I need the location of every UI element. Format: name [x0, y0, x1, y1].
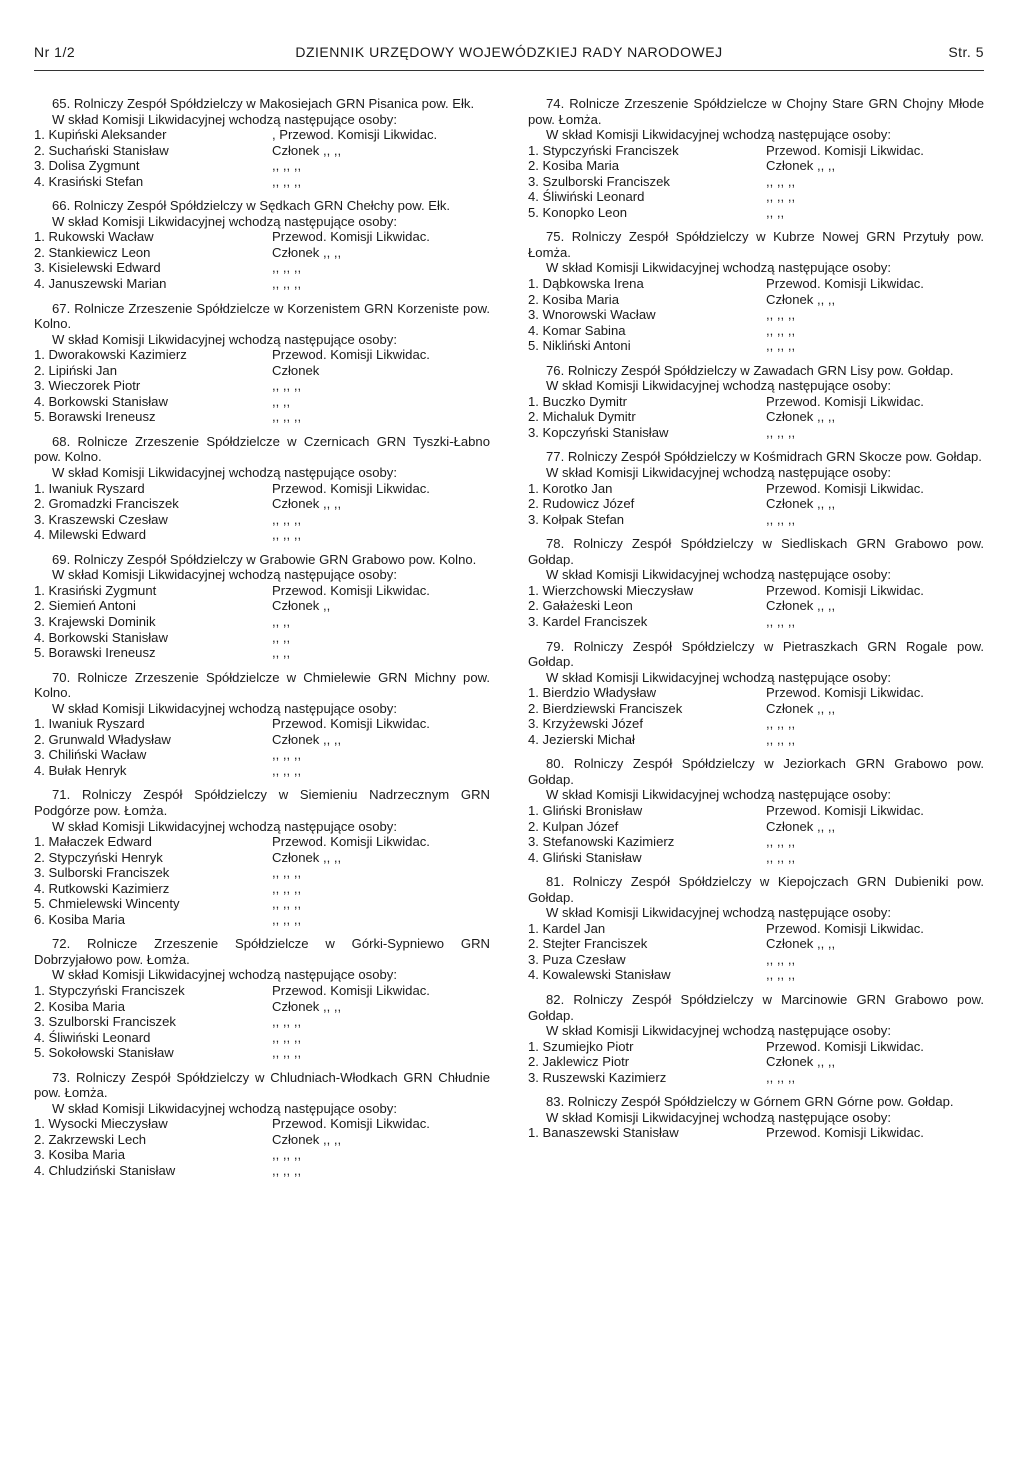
member-row — [34, 1045, 490, 1061]
entry-section — [34, 301, 490, 425]
member-name: 2. Stypczyński Henryk — [34, 849, 163, 865]
member-row — [528, 143, 984, 159]
member-row — [34, 1030, 490, 1046]
member-row — [528, 158, 984, 174]
entry-intro: W skład Komisji Likwidacyjnej wchodzą następujące osoby: — [546, 260, 891, 276]
entry-section — [34, 670, 490, 779]
entry-section — [34, 198, 490, 291]
member-name: 3. Puza Czesław — [528, 951, 626, 967]
member-name: 4. Kowalewski Stanisław — [528, 967, 671, 983]
member-row — [34, 1147, 490, 1163]
entry-section — [528, 363, 984, 441]
member-name: 1. Stypczyński Franciszek — [528, 142, 679, 158]
member-function: Przewod. Komisji Likwidac. — [766, 802, 924, 818]
member-name: 2. Grunwald Władysław — [34, 731, 171, 747]
member-row — [34, 763, 490, 779]
member-name: 2. Jaklewicz Piotr — [528, 1054, 630, 1070]
member-name: 5. Nikliński Antoni — [528, 338, 631, 354]
entry-section — [528, 536, 984, 629]
member-row — [34, 1014, 490, 1030]
member-name: 1. Iwaniuk Ryszard — [34, 480, 145, 496]
member-function: Przewod. Komisji Likwidac. — [272, 1116, 430, 1132]
member-row — [34, 732, 490, 748]
member-name: 3. Kardel Franciszek — [528, 613, 648, 629]
member-function: Członek ,, ,, — [272, 244, 342, 260]
member-function: ,, ,, ,, — [766, 338, 796, 354]
member-row — [528, 967, 984, 983]
member-function: Przewod. Komisji Likwidac. — [766, 685, 924, 701]
member-row — [34, 276, 490, 292]
entry-section — [34, 552, 490, 661]
member-function: ,, ,, ,, — [766, 834, 796, 850]
entry-title: 83. Rolniczy Zespół Spółdzielczy w Górnem GRN Górne pow. Gołdap. — [546, 1094, 954, 1110]
member-name: 1. Stypczyński Franciszek — [34, 982, 185, 998]
member-name: 4. Gliński Stanisław — [528, 849, 642, 865]
entry-title: 69. Rolniczy Zespół Spółdzielczy w Grabowie GRN Grabowo pow. Kolno. — [52, 551, 477, 567]
member-function: ,, ,, ,, — [272, 527, 302, 543]
member-name: 2. Bierdziewski Franciszek — [528, 700, 683, 716]
member-function: Członek ,, ,, — [272, 998, 342, 1014]
member-function: Członek ,, ,, — [766, 291, 836, 307]
member-function: ,, ,, ,, — [272, 1014, 302, 1030]
entry-section — [34, 1070, 490, 1179]
member-function: ,, ,, ,, — [272, 762, 302, 778]
member-name: 3. Kisielewski Edward — [34, 260, 161, 276]
member-function: ,, ,, ,, — [272, 260, 302, 276]
member-row — [528, 409, 984, 425]
member-row — [34, 912, 490, 928]
member-row — [34, 260, 490, 276]
member-name: 1. Szumiejko Piotr — [528, 1038, 634, 1054]
member-name: 4. Jezierski Michał — [528, 731, 635, 747]
member-function: Członek — [272, 362, 320, 378]
entry-title: 82. Rolniczy Zespół Spółdzielczy w Marcinowie GRN Grabowo pow. Gołdap. — [528, 991, 984, 1023]
member-row — [528, 1054, 984, 1070]
member-name: 2. Kosiba Maria — [34, 998, 125, 1014]
entry-section — [34, 96, 490, 189]
entry-intro: W skład Komisji Likwidacyjnej wchodzą następujące osoby: — [546, 1109, 891, 1125]
member-function: Przewod. Komisji Likwidac. — [272, 582, 430, 598]
member-name: 2. Stankiewicz Leon — [34, 244, 151, 260]
member-name: 3. Sulborski Franciszek — [34, 865, 170, 881]
member-function: Przewod. Komisji Likwidac. — [272, 229, 430, 245]
member-function: Członek ,, ,, — [272, 731, 342, 747]
member-function: ,, ,, — [272, 613, 291, 629]
member-name: 1. Bierdzio Władysław — [528, 685, 657, 701]
member-row — [528, 496, 984, 512]
member-name: 4. Komar Sabina — [528, 322, 626, 338]
entry-title: 71. Rolniczy Zespół Spółdzielczy w Siemieniu Nadrzecznym GRN Podgórze pow. Łomża. — [34, 787, 490, 818]
member-function: Przewod. Komisji Likwidac. — [766, 480, 924, 496]
member-name: 4. Januszewski Marian — [34, 276, 167, 292]
member-row — [528, 819, 984, 835]
entry-title: 68. Rolnicze Zrzeszenie Spółdzielcze w Czernicach GRN Tyszki-Łabno pow. Kolno. — [34, 433, 490, 465]
member-function: ,, ,, ,, — [272, 1163, 302, 1178]
member-function: ,, ,, ,, — [766, 731, 796, 747]
member-function: ,, ,, ,, — [272, 158, 302, 174]
member-name: 1. Gliński Bronisław — [528, 802, 643, 818]
member-row — [34, 630, 490, 646]
member-name: 4. Milewski Edward — [34, 527, 147, 543]
entry-title: 81. Rolniczy Zespół Spółdzielczy w Kiepojczach GRN Dubieniki pow. Gołdap. — [528, 874, 984, 905]
member-function: Członek ,, ,, — [766, 598, 836, 614]
entry-section — [528, 449, 984, 527]
member-function: ,, ,, ,, — [272, 409, 302, 425]
member-name: 3. Kopczyński Stanisław — [528, 424, 669, 440]
member-name: 4. Krasiński Stefan — [34, 173, 144, 189]
header-rule — [34, 70, 984, 71]
member-name: 1. Banaszewski Stanisław — [528, 1125, 679, 1141]
member-row — [34, 363, 490, 379]
entry-section — [528, 874, 984, 983]
member-function: Przewod. Komisji Likwidac. — [766, 582, 924, 598]
member-function: Członek ,, ,, — [766, 158, 836, 174]
member-row — [528, 307, 984, 323]
member-function: ,, ,, ,, — [766, 613, 796, 629]
member-row — [528, 921, 984, 937]
member-name: 2. Rudowicz Józef — [528, 496, 635, 512]
member-row — [34, 598, 490, 614]
member-name: 1. Korotko Jan — [528, 480, 613, 496]
member-name: 4. Bułak Henryk — [34, 762, 127, 778]
entry-intro: W skład Komisji Likwidacyjnej wchodzą następujące osoby: — [52, 818, 397, 834]
member-function: Członek ,, ,, — [766, 409, 836, 425]
member-row — [34, 394, 490, 410]
member-row — [528, 803, 984, 819]
member-row — [528, 481, 984, 497]
member-function: ,, ,, ,, — [272, 276, 302, 292]
member-row — [34, 481, 490, 497]
member-name: 6. Kosiba Maria — [34, 911, 125, 927]
entry-intro: W skład Komisji Likwidacyjnej wchodzą następujące osoby: — [546, 567, 891, 583]
entry-intro: W skład Komisji Likwidacyjnej wchodzą następujące osoby: — [546, 465, 891, 481]
entry-title: 66. Rolniczy Zespół Spółdzielczy w Sędkach GRN Chełchy pow. Ełk. — [52, 198, 451, 214]
member-function: ,, ,, ,, — [272, 1147, 302, 1163]
member-row — [34, 229, 490, 245]
member-row — [34, 512, 490, 528]
member-row — [34, 850, 490, 866]
column-left — [34, 96, 490, 1188]
member-function: Przewod. Komisji Likwidac. — [272, 347, 430, 363]
member-row — [528, 701, 984, 717]
member-row — [528, 850, 984, 866]
member-name: 2. Stejter Franciszek — [528, 936, 648, 952]
entry-title: 70. Rolnicze Zrzeszenie Spółdzielcze w Chmielewie GRN Michny pow. Kolno. — [34, 669, 490, 701]
member-name: 1. Dąbkowska Irena — [528, 276, 644, 292]
member-function: ,, ,, ,, — [766, 716, 796, 732]
issue-number: Nr 1/2 — [34, 44, 76, 60]
member-function: ,, ,, ,, — [766, 849, 796, 865]
page-number: Str. 5 — [948, 44, 984, 60]
member-row — [34, 409, 490, 425]
member-name: 1. Buczko Dymitr — [528, 393, 627, 409]
member-row — [34, 583, 490, 599]
member-row — [528, 936, 984, 952]
entry-title: 73. Rolniczy Zespół Spółdzielczy w Chludniach-Włodkach GRN Chłudnie pow. Łomża. — [34, 1069, 490, 1101]
member-function: ,, ,, — [272, 645, 291, 661]
member-function: ,, ,, ,, — [272, 1029, 302, 1045]
entry-section — [34, 936, 490, 1060]
member-name: 2. Zakrzewski Lech — [34, 1131, 147, 1147]
member-name: 2. Kosiba Maria — [528, 158, 619, 174]
member-row — [528, 338, 984, 354]
member-name: 3. Kraszewski Czesław — [34, 511, 168, 527]
member-function: ,, ,, ,, — [272, 747, 302, 763]
member-name: 3. Szulborski Franciszek — [528, 173, 670, 189]
columns — [34, 96, 984, 1188]
member-name: 3. Dolisa Zygmunt — [34, 158, 140, 174]
member-name: 1. Iwaniuk Ryszard — [34, 716, 145, 732]
entry-intro: W skład Komisji Likwidacyjnej wchodzą następujące osoby: — [52, 700, 397, 716]
member-function: Przewod. Komisji Likwidac. — [766, 920, 924, 936]
member-name: 5. Konopko Leon — [528, 204, 628, 220]
member-row — [528, 394, 984, 410]
member-row — [528, 598, 984, 614]
member-row — [528, 205, 984, 221]
member-function: ,, ,, ,, — [272, 1045, 302, 1061]
member-row — [528, 685, 984, 701]
member-row — [528, 292, 984, 308]
member-function: ,, ,, ,, — [272, 911, 302, 927]
member-name: 4. Borkowski Stanisław — [34, 629, 168, 645]
member-row — [34, 1116, 490, 1132]
entry-section — [528, 992, 984, 1085]
entry-title: 79. Rolniczy Zespół Spółdzielczy w Pietraszkach GRN Rogale pow. Gołdap. — [528, 638, 984, 670]
member-function: ,, ,, ,, — [272, 511, 302, 527]
member-row — [34, 347, 490, 363]
member-name: 3. Stefanowski Kazimierz — [528, 834, 675, 850]
member-row — [528, 732, 984, 748]
entry-intro: W skład Komisji Likwidacyjnej wchodzą następujące osoby: — [52, 465, 397, 481]
entry-section — [34, 434, 490, 543]
member-name: 1. Rukowski Wacław — [34, 229, 154, 245]
member-row — [528, 425, 984, 441]
member-row — [34, 174, 490, 190]
journal-title: DZIENNIK URZĘDOWY WOJEWÓDZKIEJ RADY NARODOWEJ — [295, 44, 723, 60]
member-function: Członek ,, ,, — [766, 818, 836, 834]
member-row — [34, 527, 490, 543]
entry-intro: W skład Komisji Likwidacyjnej wchodzą następujące osoby: — [546, 905, 891, 921]
member-name: 3. Krajewski Dominik — [34, 613, 156, 629]
member-row — [34, 158, 490, 174]
member-function: Przewod. Komisji Likwidac. — [272, 982, 430, 998]
member-row — [34, 245, 490, 261]
entry-section — [528, 229, 984, 353]
entry-section — [34, 787, 490, 927]
member-name: 3. Krzyżewski Józef — [528, 716, 643, 732]
member-name: 1. Wierzchowski Mieczysław — [528, 582, 694, 598]
member-row — [528, 1039, 984, 1055]
member-function: Członek ,, ,, — [766, 1054, 836, 1070]
entry-title: 78. Rolniczy Zespół Spółdzielczy w Siedliskach GRN Grabowo pow. Gołdap. — [528, 536, 984, 567]
member-function: Przewod. Komisji Likwidac. — [272, 834, 430, 850]
entry-title: 80. Rolniczy Zespół Spółdzielczy w Jeziorkach GRN Grabowo pow. Gołdap. — [528, 756, 984, 787]
member-name: 2. Gałażeski Leon — [528, 598, 633, 614]
member-name: 2. Siemień Antoni — [34, 598, 136, 614]
member-row — [528, 1070, 984, 1086]
entry-intro: W skład Komisji Likwidacyjnej wchodzą następujące osoby: — [52, 331, 397, 347]
member-row — [34, 716, 490, 732]
member-name: 4. Śliwiński Leonard — [34, 1029, 151, 1045]
member-name: 5. Borawski Ireneusz — [34, 409, 156, 425]
member-row — [528, 189, 984, 205]
member-row — [34, 127, 490, 143]
entry-intro: W skład Komisji Likwidacyjnej wchodzą następujące osoby: — [546, 669, 891, 685]
member-name: 5. Borawski Ireneusz — [34, 645, 156, 661]
member-name: 4. Śliwiński Leonard — [528, 189, 645, 205]
member-row — [34, 834, 490, 850]
member-function: ,, ,, ,, — [766, 951, 796, 967]
member-function: ,, ,, ,, — [766, 967, 796, 983]
member-row — [34, 747, 490, 763]
member-row — [528, 952, 984, 968]
member-row — [528, 614, 984, 630]
member-function: ,, ,, — [272, 629, 291, 645]
member-function: ,, ,, ,, — [272, 173, 302, 189]
member-name: 1. Kupiński Aleksander — [34, 127, 167, 143]
member-function: Członek ,, ,, — [272, 496, 342, 512]
member-name: 5. Sokołowski Stanisław — [34, 1045, 174, 1061]
member-function: ,, ,, ,, — [766, 307, 796, 323]
member-name: 1. Małaczek Edward — [34, 834, 152, 850]
member-function: ,, ,, ,, — [272, 865, 302, 881]
entry-intro: W skład Komisji Likwidacyjnej wchodzą następujące osoby: — [52, 1100, 397, 1116]
entry-intro: W skład Komisji Likwidacyjnej wchodzą następujące osoby: — [546, 378, 891, 394]
member-name: 3. Ruszewski Kazimierz — [528, 1069, 667, 1085]
entry-intro: W skład Komisji Likwidacyjnej wchodzą następujące osoby: — [546, 1023, 891, 1039]
member-name: 1. Wysocki Mieczysław — [34, 1116, 168, 1132]
member-function: ,, ,, ,, — [766, 1069, 796, 1085]
member-row — [34, 1163, 490, 1179]
member-function: , Przewod. Komisji Likwidac. — [272, 127, 438, 143]
entry-title: 67. Rolnicze Zrzeszenie Spółdzielcze w Korzenistem GRN Korzeniste pow. Kolno. — [34, 300, 490, 332]
member-row — [34, 143, 490, 159]
entry-intro: W skład Komisji Likwidacyjnej wchodzą następujące osoby: — [546, 787, 891, 803]
member-row — [34, 999, 490, 1015]
member-function: ,, ,, ,, — [766, 511, 796, 527]
member-name: 2. Michaluk Dymitr — [528, 409, 636, 425]
member-function: Przewod. Komisji Likwidac. — [766, 276, 924, 292]
member-name: 1. Kardel Jan — [528, 920, 606, 936]
member-function: Członek ,, ,, — [272, 849, 342, 865]
member-function: Członek ,, ,, — [766, 496, 836, 512]
member-name: 4. Borkowski Stanisław — [34, 393, 168, 409]
member-name: 5. Chmielewski Wincenty — [34, 896, 180, 912]
member-name: 3. Chiliński Wacław — [34, 747, 147, 763]
member-row — [34, 881, 490, 897]
entry-intro: W skład Komisji Likwidacyjnej wchodzą następujące osoby: — [52, 213, 397, 229]
member-row — [34, 645, 490, 661]
member-row — [528, 716, 984, 732]
member-row — [34, 896, 490, 912]
member-row — [34, 614, 490, 630]
member-row — [34, 865, 490, 881]
member-function: ,, ,, ,, — [766, 322, 796, 338]
member-function: ,, ,, — [766, 204, 785, 220]
page-header — [34, 44, 984, 70]
member-name: 2. Kosiba Maria — [528, 291, 619, 307]
member-function: Przewod. Komisji Likwidac. — [272, 480, 430, 496]
member-row — [528, 323, 984, 339]
member-function: Przewod. Komisji Likwidac. — [766, 393, 924, 409]
member-function: Członek ,, — [272, 598, 331, 614]
member-row — [528, 583, 984, 599]
member-row — [528, 834, 984, 850]
member-name: 2. Gromadzki Franciszek — [34, 496, 179, 512]
member-row — [528, 276, 984, 292]
member-name: 2. Suchański Stanisław — [34, 142, 169, 158]
member-function: ,, ,, ,, — [766, 173, 796, 189]
member-name: 3. Kołpak Stefan — [528, 511, 625, 527]
member-function: ,, ,, ,, — [766, 189, 796, 205]
member-row — [528, 512, 984, 528]
member-row — [34, 983, 490, 999]
member-name: 1. Krasiński Zygmunt — [34, 582, 157, 598]
member-function: Członek ,, ,, — [272, 142, 342, 158]
member-function: ,, ,, ,, — [272, 880, 302, 896]
entry-title: 72. Rolnicze Zrzeszenie Spółdzielcze w Górki-Sypniewo GRN Dobrzyjałowo pow. Łomża. — [34, 936, 490, 967]
member-function: ,, ,, — [272, 393, 291, 409]
member-function: Członek ,, ,, — [766, 700, 836, 716]
member-function: ,, ,, ,, — [766, 424, 796, 440]
member-function: ,, ,, ,, — [272, 378, 302, 394]
member-row — [34, 378, 490, 394]
member-function: Przewod. Komisji Likwidac. — [766, 1125, 924, 1141]
member-function: Przewod. Komisji Likwidac. — [766, 142, 924, 158]
entry-section — [528, 1094, 984, 1141]
entry-section — [528, 639, 984, 748]
member-name: 3. Szulborski Franciszek — [34, 1014, 176, 1030]
member-function: Członek ,, ,, — [766, 936, 836, 952]
entry-title: 77. Rolniczy Zespół Spółdzielczy w Kośmidrach GRN Skocze pow. Gołdap. — [546, 449, 982, 465]
entry-intro: W skład Komisji Likwidacyjnej wchodzą następujące osoby: — [52, 967, 397, 983]
member-name: 3. Wieczorek Piotr — [34, 378, 141, 394]
member-function: ,, ,, ,, — [272, 896, 302, 912]
entry-intro: W skład Komisji Likwidacyjnej wchodzą następujące osoby: — [52, 111, 397, 127]
member-row — [34, 1132, 490, 1148]
entry-section — [528, 756, 984, 865]
entry-title: 65. Rolniczy Zespół Spółdzielczy w Makosiejach GRN Pisanica pow. Ełk. — [52, 96, 475, 111]
member-function: Przewod. Komisji Likwidac. — [272, 716, 430, 732]
member-row — [528, 174, 984, 190]
entry-intro: W skład Komisji Likwidacyjnej wchodzą następujące osoby: — [546, 127, 891, 143]
member-name: 3. Wnorowski Wacław — [528, 307, 656, 323]
entry-title: 74. Rolnicze Zrzeszenie Spółdzielcze w Chojny Stare GRN Chojny Młode pow. Łomża. — [528, 96, 984, 127]
member-name: 4. Chludziński Stanisław — [34, 1163, 176, 1178]
member-function: Członek ,, ,, — [272, 1131, 342, 1147]
column-right — [528, 96, 984, 1188]
entry-title: 76. Rolniczy Zespół Spółdzielczy w Zawadach GRN Lisy pow. Gołdap. — [546, 362, 954, 378]
member-function: Przewod. Komisji Likwidac. — [766, 1038, 924, 1054]
member-name: 4. Rutkowski Kazimierz — [34, 880, 170, 896]
member-name: 2. Kulpan Józef — [528, 818, 619, 834]
member-name: 2. Lipiński Jan — [34, 362, 117, 378]
entry-intro: W skład Komisji Likwidacyjnej wchodzą następujące osoby: — [52, 567, 397, 583]
member-row — [34, 496, 490, 512]
member-name: 3. Kosiba Maria — [34, 1147, 125, 1163]
entry-title: 75. Rolniczy Zespół Spółdzielczy w Kubrze Nowej GRN Przytuły pow. Łomża. — [528, 229, 984, 260]
member-name: 1. Dworakowski Kazimierz — [34, 347, 187, 363]
member-row — [528, 1125, 984, 1141]
entry-section — [528, 96, 984, 220]
